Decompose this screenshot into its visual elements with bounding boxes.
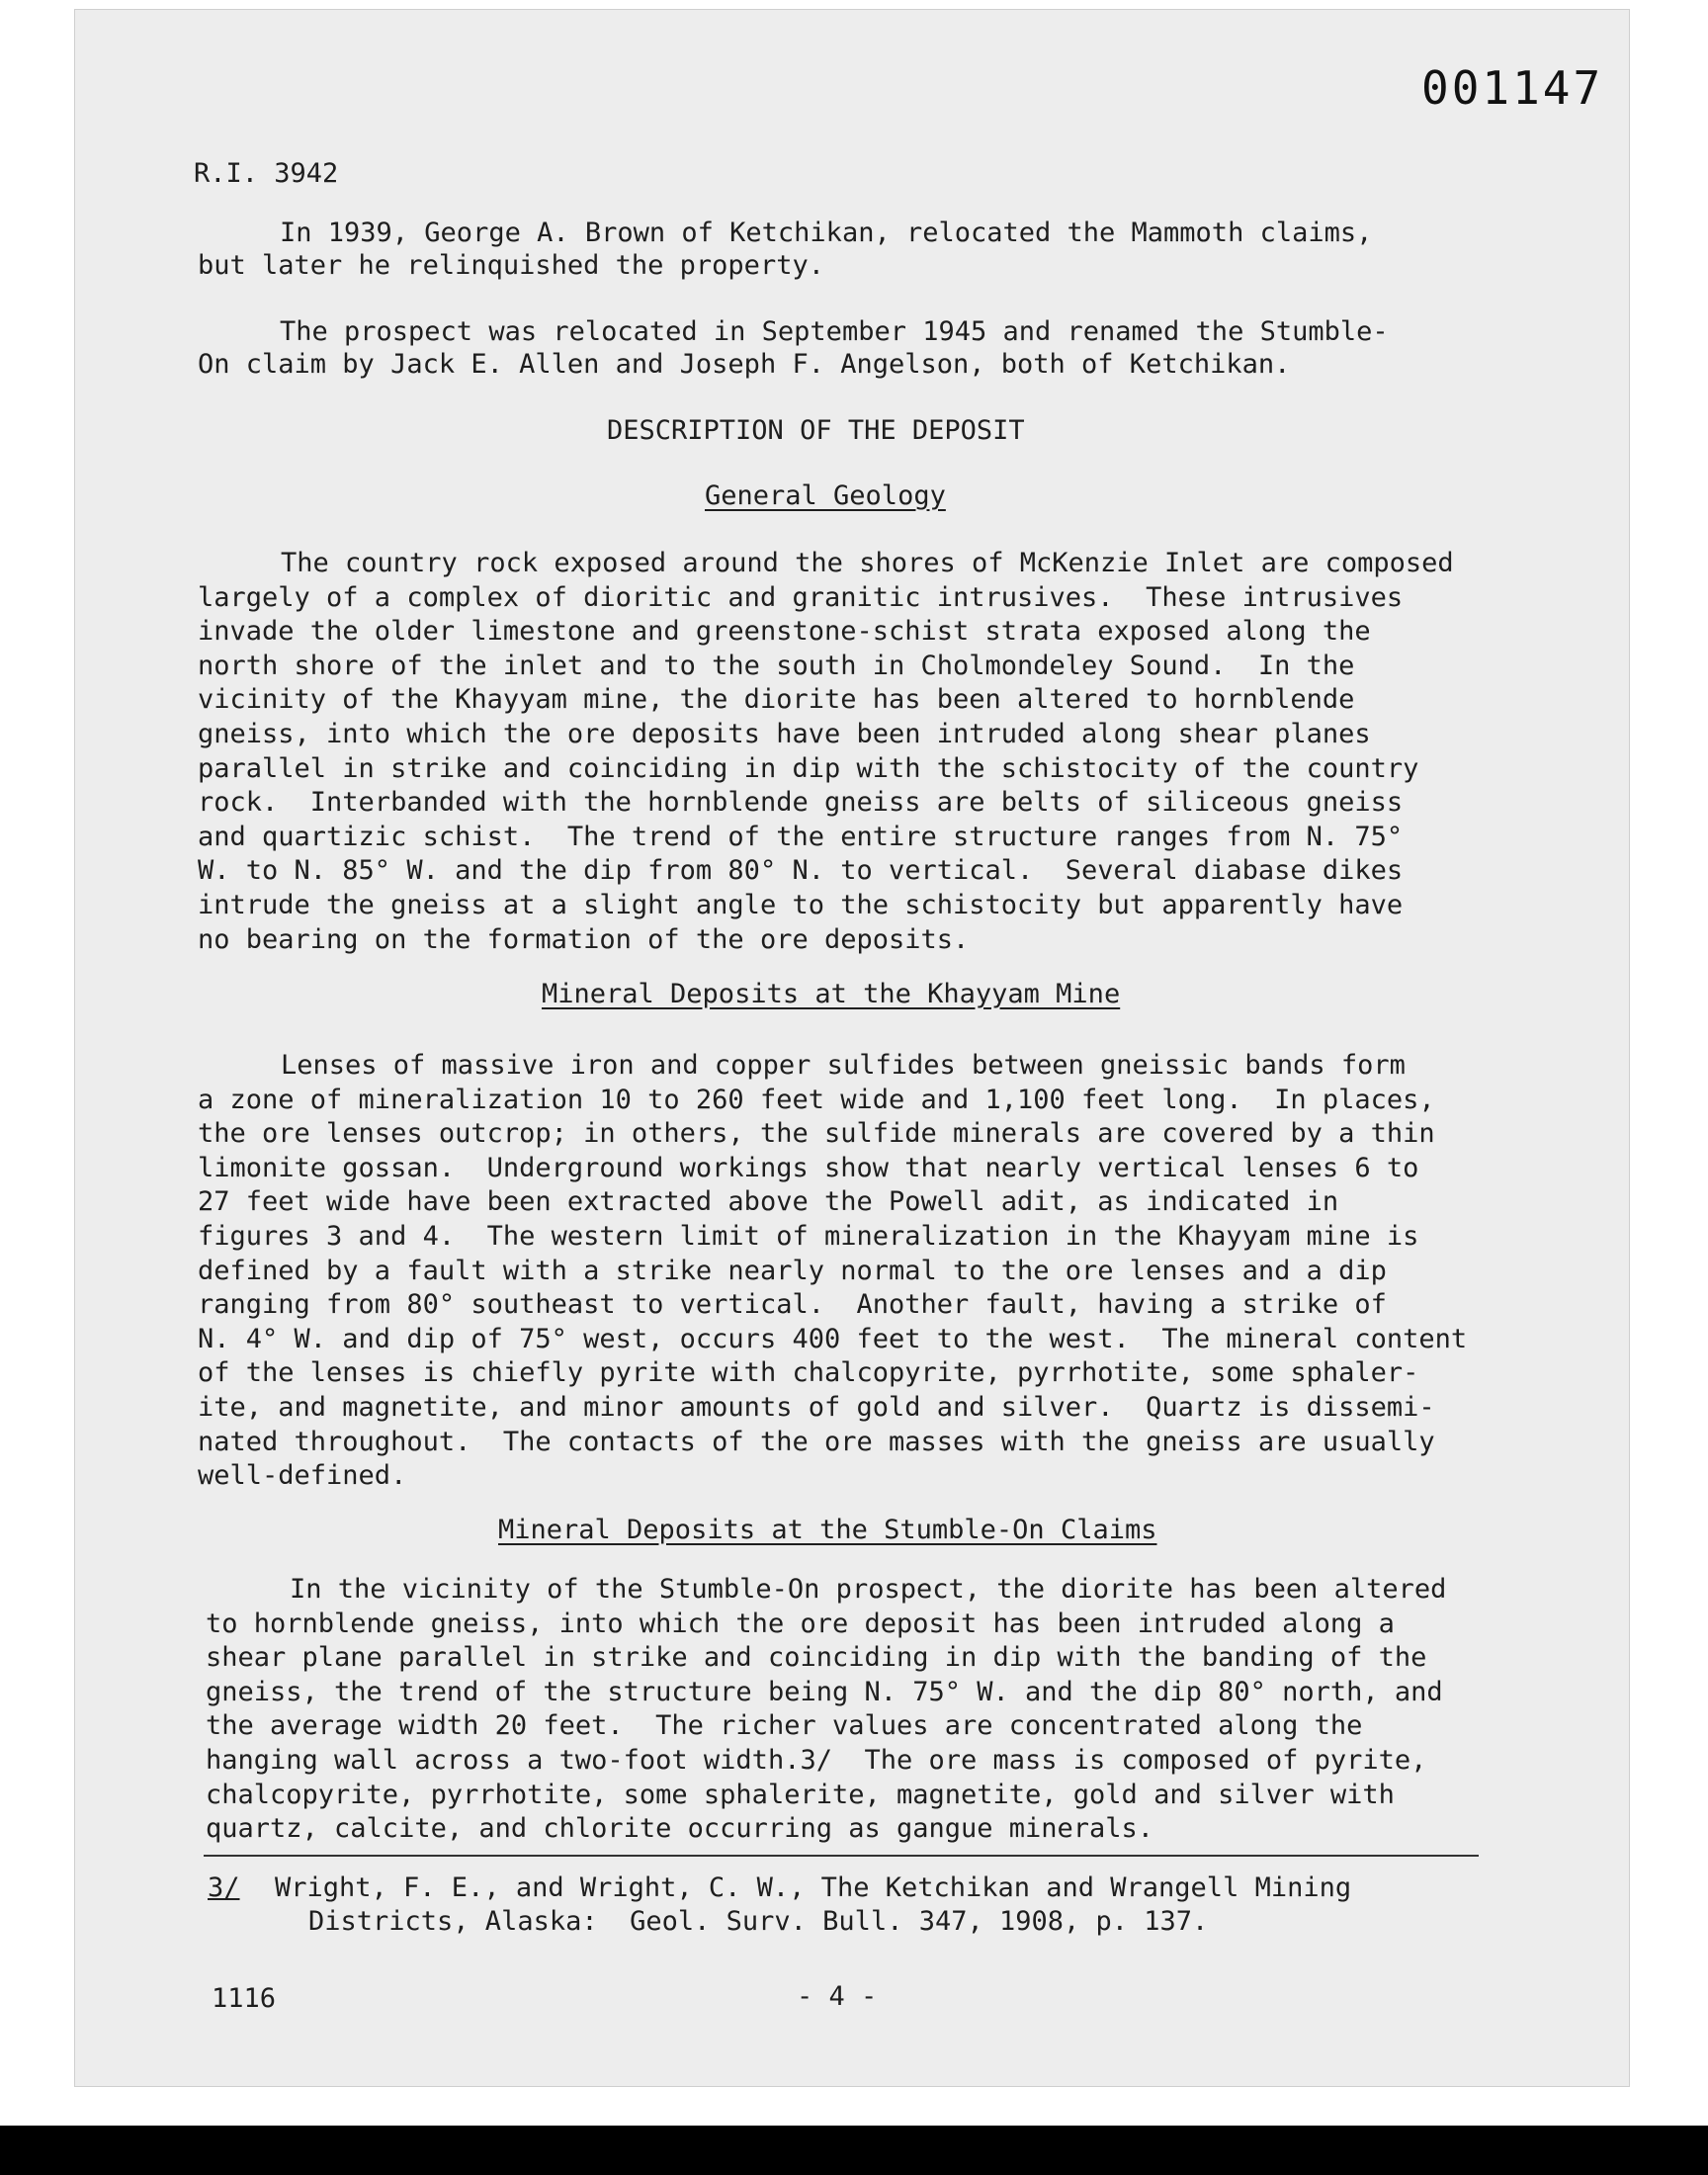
khayyam-line: limonite gossan. Underground workings show that nearly vertical lenses 6 to [198,1152,1419,1183]
stumble-on-line: quartz, calcite, and chlorite occurring as gangue minerals. [206,1813,1154,1845]
khayyam-line: ranging from 80° southeast to vertical. Another fault, having a strike of [198,1289,1387,1321]
document-stamp-number: 001147 [1421,61,1604,115]
general-geology-line: rock. Interbanded with the hornblende gneiss are belts of siliceous gneiss [198,787,1404,819]
general-geology-line: invade the older limestone and greenstone-schist strata exposed along the [198,616,1371,648]
scan-bottom-border [0,2126,1708,2175]
khayyam-line: the ore lenses outcrop; in others, the sulfide minerals are covered by a thin [198,1118,1435,1150]
stumble-on-line: hanging wall across a two-foot width.3/ The ore mass is composed of pyrite, [206,1745,1427,1776]
khayyam-line: a zone of mineralization 10 to 260 feet wide and 1,100 feet long. In places, [198,1084,1435,1115]
footer-left-number: 1116 [212,1983,277,2014]
khayyam-line: ite, and magnetite, and minor amounts of gold and silver. Quartz is dissemi- [198,1392,1435,1423]
general-geology-line: W. to N. 85° W. and the dip from 80° N. to vertical. Several diabase dikes [198,855,1404,887]
intro-paragraph-1-line-1: In 1939, George A. Brown of Ketchikan, relocated the Mammoth claims, [280,218,1373,248]
general-geology-line: parallel in strike and coinciding in dip with the schistocity of the country [198,752,1419,784]
footnote-marker: 3/ [208,1872,240,1903]
general-geology-line: gneiss, into which the ore deposits have been intruded along shear planes [198,719,1371,749]
general-geology-line: north shore of the inlet and to the south in Cholmondeley Sound. In the [198,650,1355,681]
footnote-line-2: Districts, Alaska: Geol. Surv. Bull. 347, 1908, p. 137. [308,1906,1209,1937]
report-id: R.I. 3942 [194,158,339,189]
khayyam-line: of the lenses is chiefly pyrite with chalcopyrite, pyrrhotite, some sphaler- [198,1357,1419,1389]
general-geology-line: The country rock exposed around the shores of McKenzie Inlet are composed [281,548,1454,578]
general-geology-line: and quartizic schist. The trend of the entire structure ranges from N. 75° [198,821,1404,852]
intro-paragraph-2-line-2: On claim by Jack E. Allen and Joseph F. Angelson, both of Ketchikan. [198,349,1291,380]
stumble-on-line: chalcopyrite, pyrrhotite, some sphalerite, magnetite, gold and silver with [206,1779,1395,1810]
stumble-on-line: In the vicinity of the Stumble-On prospect, the diorite has been altered [290,1574,1447,1605]
stumble-on-line: to hornblende gneiss, into which the ore deposit has been intruded along a [206,1608,1395,1639]
khayyam-line: figures 3 and 4. The western limit of mineralization in the Khayyam mine is [198,1221,1419,1252]
intro-paragraph-1-line-2: but later he relinquished the property. [198,250,824,281]
khayyam-line: Lenses of massive iron and copper sulfides between gneissic bands form [281,1050,1406,1081]
general-geology-line: largely of a complex of dioritic and granitic intrusives. These intrusives [198,581,1404,613]
stumble-on-heading: Mineral Deposits at the Stumble-On Claims [498,1515,1157,1545]
khayyam-line: 27 feet wide have been extracted above the Powell adit, as indicated in [198,1186,1339,1218]
footnote-line-1: Wright, F. E., and Wright, C. W., The Ketchikan and Wrangell Mining [275,1872,1352,1903]
page-number: - 4 - [797,1981,878,2012]
khayyam-line: nated throughout. The contacts of the ore masses with the gneiss are usually [198,1426,1435,1457]
stumble-on-line: gneiss, the trend of the structure being N. 75° W. and the dip 80° north, and [206,1676,1443,1707]
general-geology-line: no bearing on the formation of the ore deposits. [198,923,970,955]
stumble-on-line: shear plane parallel in strike and coinciding in dip with the banding of the [206,1642,1427,1674]
general-geology-heading: General Geology [705,480,946,511]
khayyam-line: well-defined. [198,1460,407,1492]
footnote-rule [204,1855,1479,1857]
section-title: DESCRIPTION OF THE DEPOSIT [607,415,1025,446]
general-geology-line: intrude the gneiss at a slight angle to the schistocity but apparently have [198,890,1404,920]
khayyam-heading: Mineral Deposits at the Khayyam Mine [542,979,1121,1009]
general-geology-line: vicinity of the Khayyam mine, the diorite has been altered to hornblende [198,684,1355,716]
stumble-on-line: the average width 20 feet. The richer values are concentrated along the [206,1710,1363,1742]
khayyam-line: defined by a fault with a strike nearly normal to the ore lenses and a dip [198,1255,1387,1286]
intro-paragraph-2-line-1: The prospect was relocated in September 1945 and renamed the Stumble- [280,316,1389,347]
khayyam-line: N. 4° W. and dip of 75° west, occurs 400 feet to the west. The mineral content [198,1323,1468,1354]
